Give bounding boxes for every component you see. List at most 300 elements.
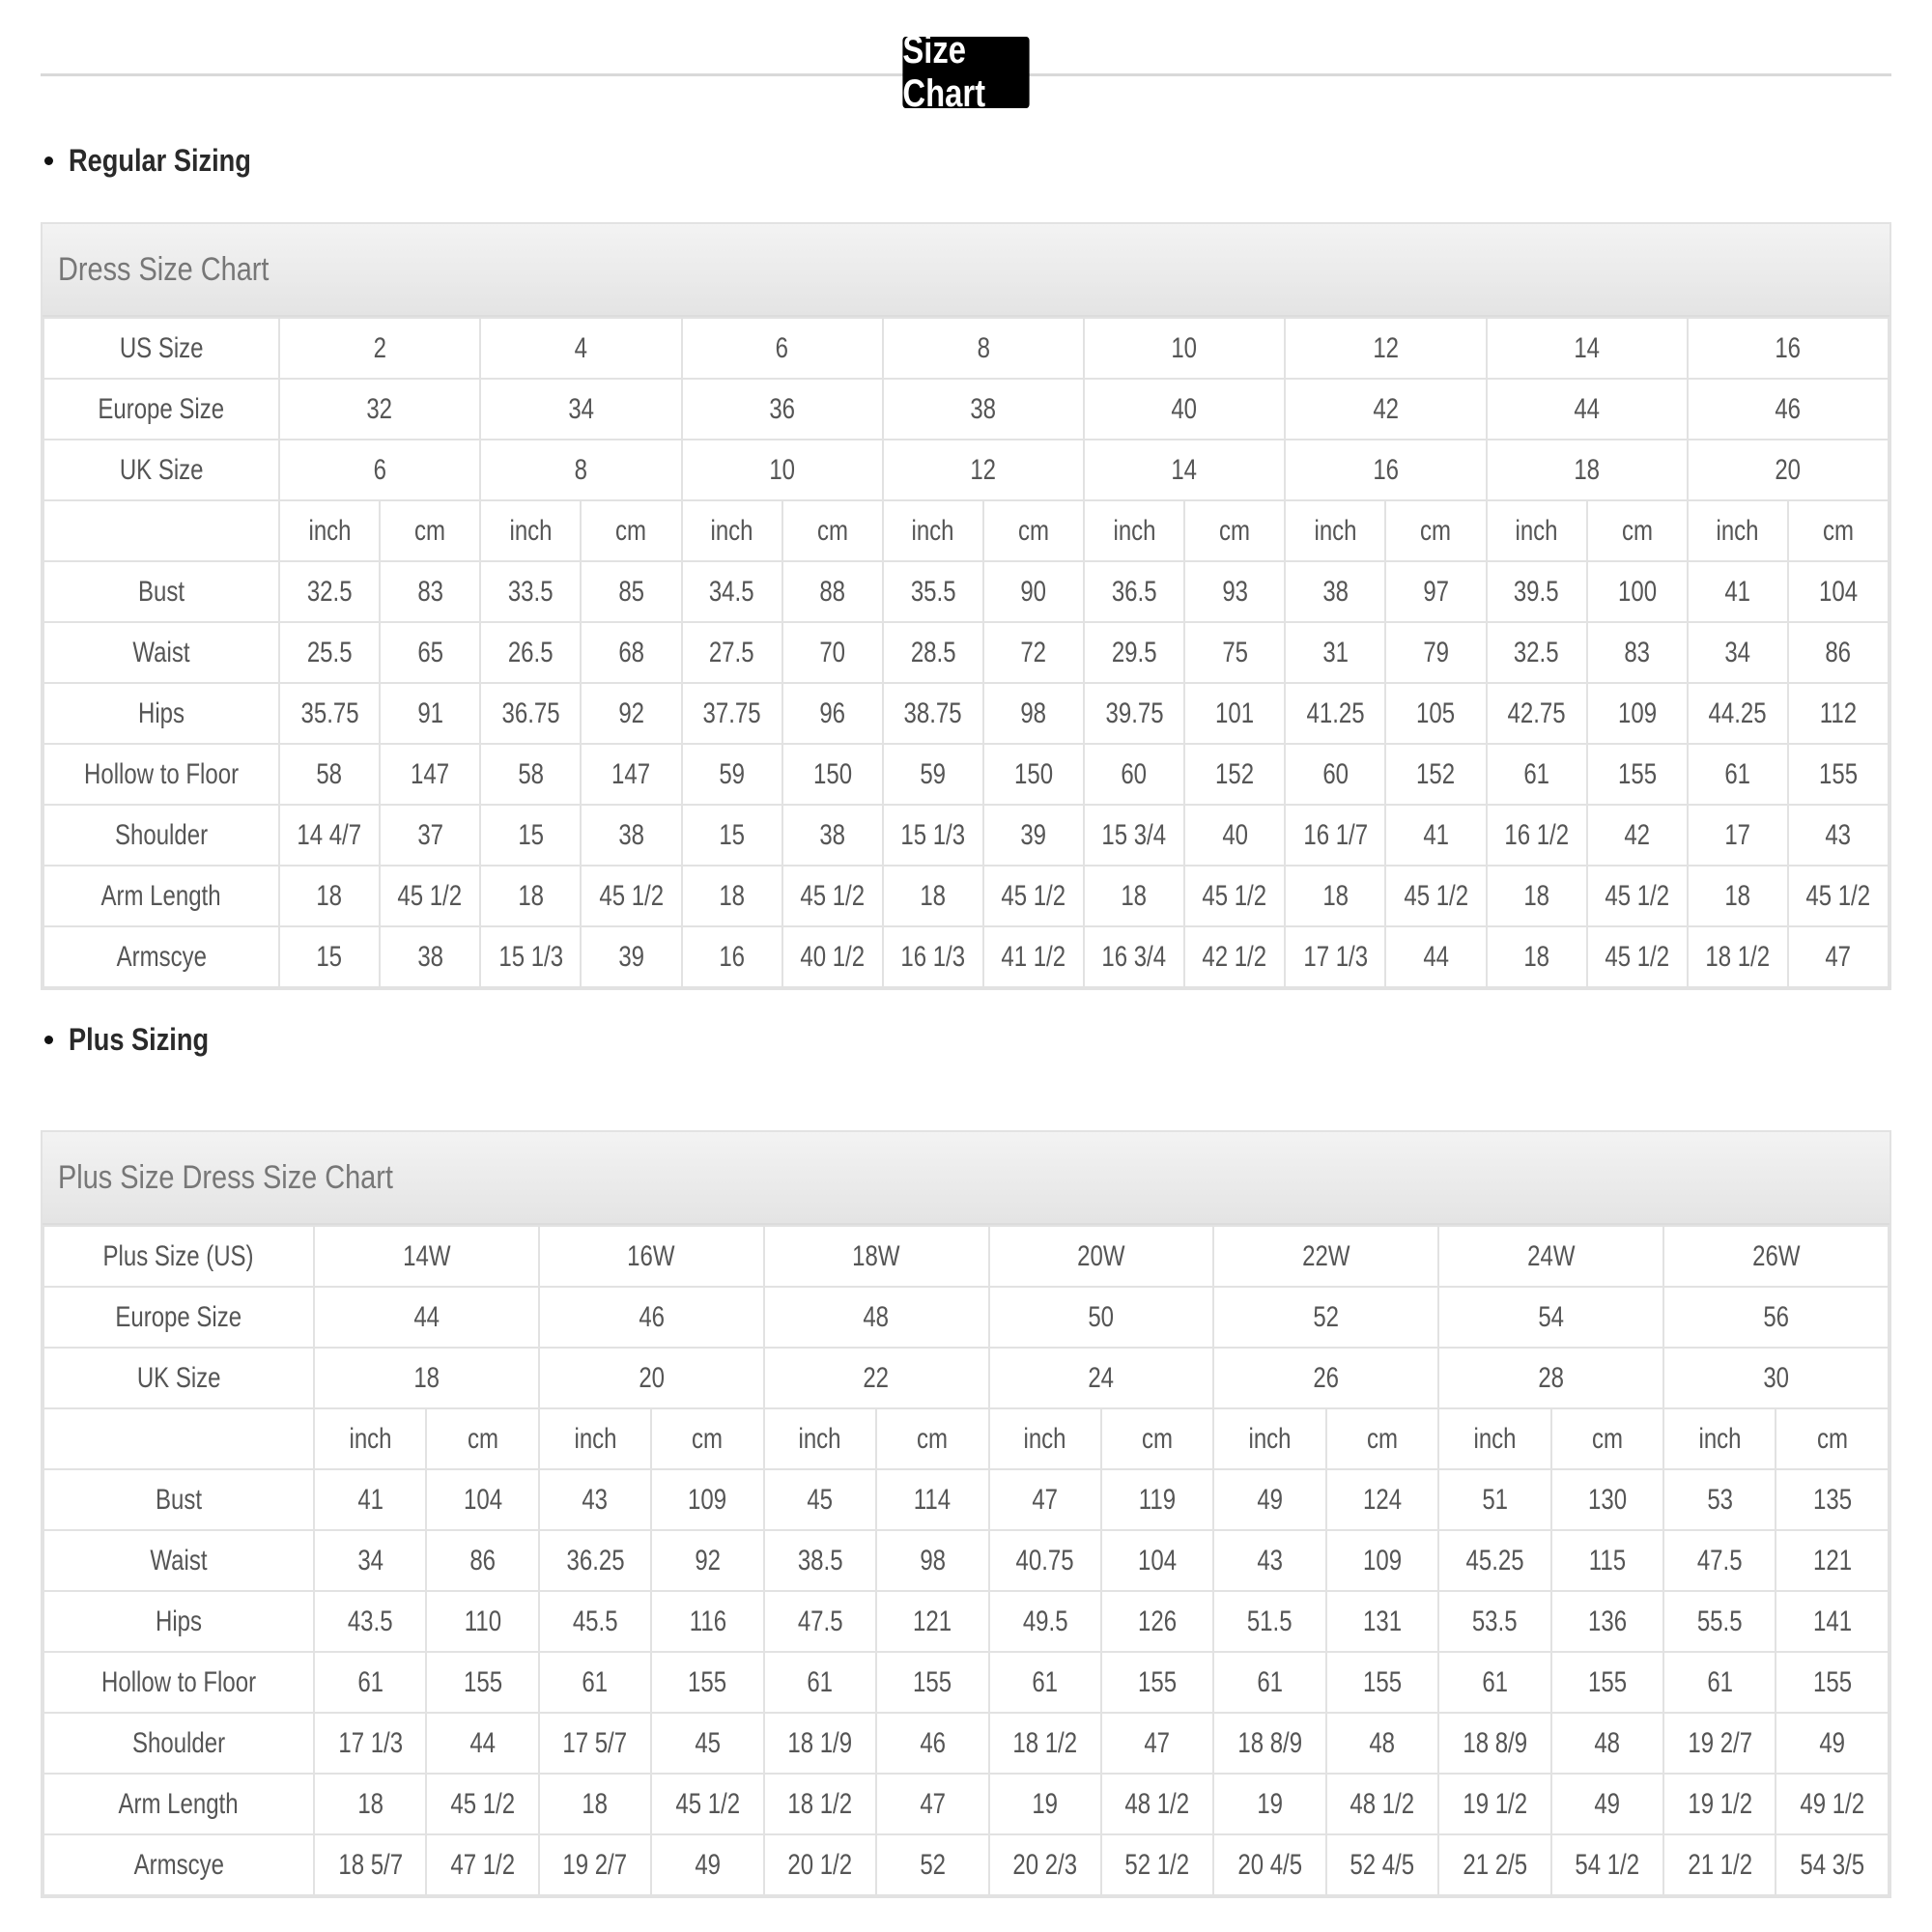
value-cell-text: 18: [1121, 879, 1148, 912]
value-cell: [426, 1713, 538, 1774]
value-cell: [1776, 1774, 1889, 1834]
value-cell-text: 33.5: [507, 575, 554, 608]
value-cell: [1663, 1713, 1776, 1774]
value-cell: [764, 1713, 876, 1774]
value-cell-text: 47: [1032, 1483, 1059, 1516]
value-cell-text: 15 1/3: [900, 818, 966, 851]
section-heading-regular: [44, 143, 283, 179]
size-cell-text: 40: [1171, 392, 1198, 425]
size-cell-text: 16: [1775, 331, 1802, 364]
unit-inch-text: inch: [1314, 514, 1357, 547]
value-cell-text: 60: [1321, 757, 1349, 790]
value-cell-text: 45 1/2: [450, 1787, 516, 1820]
value-cell: [1285, 561, 1385, 622]
value-cell-text: 147: [611, 757, 651, 790]
row-label-text: Plus Size (US): [102, 1239, 255, 1272]
value-cell: [1487, 683, 1587, 744]
value-cell-text: 104: [1138, 1544, 1178, 1577]
value-cell: [1084, 866, 1184, 926]
plus-size-chart-panel: [41, 1130, 1891, 1898]
value-cell-text: 83: [416, 575, 443, 608]
value-cell: [1587, 622, 1688, 683]
value-cell: [380, 926, 480, 987]
size-cell-text: 14: [1574, 331, 1600, 364]
size-cell: [989, 1226, 1214, 1287]
size-cell: [989, 1348, 1214, 1408]
unit-cm-text: cm: [615, 514, 647, 547]
value-cell-text: 152: [1416, 757, 1456, 790]
value-cell: [426, 1774, 538, 1834]
value-cell-text: 41: [1423, 818, 1449, 851]
size-cell-text: 2: [373, 331, 386, 364]
value-cell-text: 135: [1812, 1483, 1852, 1516]
value-cell-text: 19: [1257, 1787, 1283, 1820]
value-cell: [1688, 622, 1788, 683]
size-cell-text: 50: [1088, 1300, 1115, 1333]
value-cell-text: 32.5: [306, 575, 353, 608]
value-cell: [989, 1530, 1101, 1591]
value-cell-text: 18: [517, 879, 544, 912]
value-cell-text: 101: [1215, 696, 1255, 729]
value-cell-text: 68: [618, 636, 644, 668]
size-cell-text: 12: [1373, 331, 1399, 364]
value-cell: [1487, 926, 1587, 987]
value-cell: [989, 1834, 1101, 1895]
value-cell-text: 18 1/2: [1705, 940, 1771, 973]
unit-cm-text: cm: [1367, 1422, 1398, 1455]
value-cell-text: 79: [1423, 636, 1449, 668]
row-label: [43, 1713, 314, 1774]
value-cell: [1788, 561, 1889, 622]
value-cell-text: 18: [719, 879, 745, 912]
size-cell: [1285, 318, 1486, 379]
unit-inch-text: inch: [509, 514, 553, 547]
unit-cm-text: cm: [1420, 514, 1452, 547]
row-label-text: Europe Size: [98, 392, 225, 425]
size-cell-text: 30: [1763, 1361, 1789, 1394]
value-cell-text: 38: [416, 940, 443, 973]
value-cell: [1285, 926, 1385, 987]
value-cell: [883, 866, 983, 926]
value-cell: [764, 1834, 876, 1895]
value-cell: [876, 1591, 988, 1652]
value-cell: [539, 1713, 651, 1774]
unit-cm: [1184, 500, 1285, 561]
value-cell-text: 36.25: [566, 1544, 625, 1577]
value-cell: [426, 1834, 538, 1895]
value-cell: [1788, 926, 1889, 987]
value-cell: [1551, 1469, 1663, 1530]
value-cell-text: 93: [1221, 575, 1248, 608]
unit-cm-text: cm: [1219, 514, 1251, 547]
value-cell: [782, 926, 883, 987]
value-cell-text: 47: [919, 1787, 946, 1820]
size-cell-text: 10: [1171, 331, 1198, 364]
value-cell-text: 20 1/2: [787, 1848, 853, 1881]
table-title: Plus Size Dress Size Chart: [43, 1132, 1889, 1225]
row-label-text: UK Size: [119, 453, 204, 486]
value-cell: [279, 622, 380, 683]
value-cell: [314, 1469, 426, 1530]
value-cell-text: 47.5: [797, 1605, 843, 1637]
value-cell: [1101, 1652, 1213, 1713]
value-cell: [989, 1469, 1101, 1530]
value-cell: [651, 1834, 763, 1895]
size-cell: [480, 379, 681, 440]
value-cell-text: 48: [1369, 1726, 1396, 1759]
value-cell-text: 45 1/2: [599, 879, 664, 912]
value-cell: [1788, 866, 1889, 926]
value-cell: [380, 561, 480, 622]
value-cell-text: 114: [914, 1483, 952, 1516]
size-cell-text: 34: [568, 392, 594, 425]
size-cell: [883, 318, 1084, 379]
value-cell: [1663, 1469, 1776, 1530]
unit-cm: [782, 500, 883, 561]
unit-inch: [682, 500, 782, 561]
unit-cm-text: cm: [1017, 514, 1049, 547]
value-cell-text: 38: [618, 818, 644, 851]
value-cell: [883, 744, 983, 805]
value-cell-text: 43: [582, 1483, 609, 1516]
value-cell-text: 96: [819, 696, 846, 729]
section-heading-text: Plus Sizing: [69, 1022, 210, 1057]
value-cell: [1084, 561, 1184, 622]
blank-cell: [43, 1408, 314, 1469]
size-cell-text: 36: [769, 392, 795, 425]
value-cell: [983, 561, 1084, 622]
value-cell-text: 59: [920, 757, 947, 790]
unit-cm-text: cm: [1822, 514, 1854, 547]
value-cell-text: 49: [1257, 1483, 1283, 1516]
value-cell-text: 37: [416, 818, 443, 851]
value-cell-text: 112: [1819, 696, 1858, 729]
value-cell: [279, 683, 380, 744]
value-cell-text: 98: [1020, 696, 1047, 729]
value-cell-text: 61: [1523, 757, 1549, 790]
value-cell-text: 121: [1812, 1544, 1852, 1577]
value-cell-text: 17 1/3: [1302, 940, 1368, 973]
unit-inch-text: inch: [710, 514, 753, 547]
row-label: [43, 1287, 314, 1348]
size-cell: [1663, 1226, 1889, 1287]
value-cell-text: 19 2/7: [562, 1848, 628, 1881]
value-cell: [1326, 1530, 1438, 1591]
value-cell-text: 88: [819, 575, 846, 608]
value-cell-text: 100: [1617, 575, 1657, 608]
value-cell: [682, 561, 782, 622]
row-label: [43, 1530, 314, 1591]
value-cell: [651, 1591, 763, 1652]
table-row: [43, 1774, 1889, 1834]
value-cell: [983, 866, 1084, 926]
unit-inch-text: inch: [308, 514, 352, 547]
value-cell: [1101, 1469, 1213, 1530]
value-cell-text: 130: [1587, 1483, 1627, 1516]
unit-cm: [1776, 1408, 1889, 1469]
value-cell: [1663, 1774, 1776, 1834]
value-cell-text: 15: [316, 940, 343, 973]
value-cell: [1385, 926, 1486, 987]
value-cell-text: 42: [1624, 818, 1651, 851]
unit-inch: [1213, 1408, 1325, 1469]
value-cell-text: 52 4/5: [1350, 1848, 1415, 1881]
value-cell-text: 20 4/5: [1237, 1848, 1302, 1881]
value-cell-text: 34: [356, 1544, 384, 1577]
table-row: [43, 318, 1889, 379]
value-cell: [1776, 1713, 1889, 1774]
size-cell: [1438, 1348, 1663, 1408]
table-row: [43, 1713, 1889, 1774]
value-cell-text: 155: [1138, 1665, 1178, 1698]
value-cell-text: 18: [316, 879, 343, 912]
table-row: [43, 926, 1889, 987]
value-cell: [1551, 1530, 1663, 1591]
size-cell-text: 46: [638, 1300, 665, 1333]
value-cell: [651, 1469, 763, 1530]
value-cell: [876, 1652, 988, 1713]
size-cell: [1663, 1287, 1889, 1348]
row-label-text: Hollow to Floor: [83, 757, 240, 790]
value-cell: [314, 1774, 426, 1834]
value-cell: [1101, 1834, 1213, 1895]
unit-inch: [314, 1408, 426, 1469]
value-cell-text: 16 1/7: [1302, 818, 1368, 851]
value-cell: [480, 866, 581, 926]
value-cell: [480, 561, 581, 622]
plus-size-table: [43, 1225, 1889, 1896]
value-cell-text: 38.5: [797, 1544, 843, 1577]
value-cell: [651, 1530, 763, 1591]
size-cell-text: 48: [863, 1300, 890, 1333]
value-cell-text: 15: [517, 818, 544, 851]
unit-cm-text: cm: [816, 514, 848, 547]
size-cell: [764, 1226, 989, 1287]
value-cell-text: 19 1/2: [1687, 1787, 1752, 1820]
value-cell: [1663, 1834, 1776, 1895]
value-cell-text: 38.75: [903, 696, 962, 729]
value-cell-text: 119: [1139, 1483, 1177, 1516]
value-cell-text: 17 5/7: [562, 1726, 628, 1759]
blank-cell: [43, 500, 279, 561]
row-label-text: Armscye: [116, 940, 207, 973]
value-cell: [1084, 926, 1184, 987]
value-cell: [1788, 744, 1889, 805]
value-cell-text: 17: [1724, 818, 1751, 851]
unit-inch-text: inch: [911, 514, 954, 547]
value-cell-text: 116: [689, 1605, 726, 1637]
row-label-text: Arm Length: [100, 879, 222, 912]
size-cell: [1438, 1226, 1663, 1287]
value-cell-text: 18 5/7: [337, 1848, 403, 1881]
value-cell: [876, 1774, 988, 1834]
value-cell-text: 45.5: [572, 1605, 618, 1637]
unit-inch: [1487, 500, 1587, 561]
size-cell-text: 16: [1373, 453, 1399, 486]
value-cell-text: 36.75: [501, 696, 560, 729]
value-cell-text: 18: [1724, 879, 1751, 912]
value-cell-text: 46: [919, 1726, 946, 1759]
value-cell-text: 40: [1221, 818, 1248, 851]
size-cell: [1084, 318, 1285, 379]
value-cell-text: 18 8/9: [1237, 1726, 1302, 1759]
value-cell-text: 83: [1624, 636, 1651, 668]
value-cell: [1285, 805, 1385, 866]
value-cell-text: 98: [919, 1544, 946, 1577]
unit-cm: [983, 500, 1084, 561]
value-cell-text: 61: [1706, 1665, 1733, 1698]
value-cell-text: 58: [316, 757, 343, 790]
value-cell-text: 53.5: [1472, 1605, 1518, 1637]
value-cell-text: 41.25: [1306, 696, 1365, 729]
value-cell: [1487, 805, 1587, 866]
value-cell: [1438, 1713, 1550, 1774]
value-cell: [1587, 744, 1688, 805]
value-cell: [764, 1530, 876, 1591]
value-cell: [1487, 744, 1587, 805]
value-cell-text: 147: [411, 757, 450, 790]
value-cell-text: 18: [582, 1787, 609, 1820]
unit-cm-text: cm: [1591, 1422, 1623, 1455]
row-label: [43, 1774, 314, 1834]
value-cell: [480, 926, 581, 987]
size-cell: [1213, 1226, 1438, 1287]
value-cell-text: 38: [1321, 575, 1349, 608]
value-cell: [1084, 622, 1184, 683]
unit-inch-text: inch: [1698, 1422, 1742, 1455]
size-cell-text: 14W: [402, 1239, 451, 1272]
value-cell: [983, 622, 1084, 683]
value-cell-text: 54 3/5: [1800, 1848, 1865, 1881]
value-cell: [1487, 561, 1587, 622]
size-cell: [480, 318, 681, 379]
value-cell: [1184, 926, 1285, 987]
table-row: [43, 1226, 1889, 1287]
unit-inch-text: inch: [1023, 1422, 1066, 1455]
value-cell: [782, 805, 883, 866]
value-cell-text: 42.75: [1507, 696, 1566, 729]
value-cell-text: 150: [1013, 757, 1053, 790]
size-cell: [1688, 379, 1889, 440]
title-bar: [41, 29, 1891, 115]
unit-cm-text: cm: [467, 1422, 498, 1455]
value-cell: [989, 1591, 1101, 1652]
value-cell-text: 16 1/2: [1504, 818, 1569, 851]
value-cell: [426, 1652, 538, 1713]
value-cell: [983, 744, 1084, 805]
value-cell-text: 48 1/2: [1350, 1787, 1415, 1820]
value-cell-text: 18: [920, 879, 947, 912]
value-cell: [1788, 622, 1889, 683]
value-cell: [1285, 683, 1385, 744]
bullet-icon: [44, 156, 53, 165]
unit-inch-text: inch: [1716, 514, 1759, 547]
unit-cm: [876, 1408, 988, 1469]
size-cell-text: 54: [1538, 1300, 1564, 1333]
value-cell-text: 51: [1482, 1483, 1508, 1516]
value-cell-text: 60: [1121, 757, 1148, 790]
value-cell: [883, 622, 983, 683]
value-cell-text: 43: [1825, 818, 1852, 851]
size-cell: [314, 1348, 539, 1408]
value-cell-text: 49.5: [1022, 1605, 1068, 1637]
unit-inch: [989, 1408, 1101, 1469]
value-cell-text: 18: [356, 1787, 384, 1820]
value-cell-text: 36.5: [1111, 575, 1157, 608]
unit-inch: [1688, 500, 1788, 561]
value-cell: [539, 1591, 651, 1652]
value-cell: [1101, 1713, 1213, 1774]
row-label-text: Shoulder: [114, 818, 209, 851]
value-cell-text: 47: [1144, 1726, 1171, 1759]
value-cell-text: 16 3/4: [1101, 940, 1167, 973]
value-cell-text: 45 1/2: [1605, 940, 1670, 973]
value-cell: [539, 1652, 651, 1713]
value-cell-text: 75: [1221, 636, 1248, 668]
value-cell-text: 155: [463, 1665, 502, 1698]
value-cell: [1385, 744, 1486, 805]
size-cell-text: 20: [1775, 453, 1802, 486]
unit-cm-text: cm: [917, 1422, 949, 1455]
size-cell: [682, 318, 883, 379]
value-cell-text: 51.5: [1247, 1605, 1293, 1637]
row-label-text: Bust: [137, 575, 185, 608]
table-title: Dress Size Chart: [43, 224, 1889, 317]
value-cell-text: 52: [919, 1848, 946, 1881]
size-cell-text: 18W: [852, 1239, 900, 1272]
value-cell: [883, 683, 983, 744]
value-cell-text: 18 1/2: [1012, 1726, 1078, 1759]
value-cell: [279, 805, 380, 866]
value-cell-text: 35.5: [910, 575, 956, 608]
value-cell-text: 16: [719, 940, 745, 973]
value-cell: [651, 1774, 763, 1834]
unit-inch: [279, 500, 380, 561]
value-cell: [1084, 744, 1184, 805]
unit-cm-text: cm: [1142, 1422, 1174, 1455]
value-cell-text: 97: [1423, 575, 1449, 608]
size-cell: [989, 1287, 1214, 1348]
value-cell-text: 155: [1818, 757, 1858, 790]
value-cell-text: 27.5: [709, 636, 754, 668]
size-cell-text: 4: [574, 331, 588, 364]
value-cell: [539, 1834, 651, 1895]
value-cell: [883, 926, 983, 987]
unit-cm: [581, 500, 681, 561]
unit-inch: [1285, 500, 1385, 561]
value-cell-text: 58: [517, 757, 544, 790]
value-cell: [314, 1530, 426, 1591]
value-cell-text: 34: [1724, 636, 1751, 668]
size-cell-text: 24: [1088, 1361, 1115, 1394]
unit-cm: [1385, 500, 1486, 561]
size-cell: [1487, 318, 1688, 379]
value-cell-text: 131: [1362, 1605, 1403, 1637]
unit-row: [43, 1408, 1889, 1469]
size-cell-text: 56: [1763, 1300, 1789, 1333]
value-cell-text: 49 1/2: [1800, 1787, 1865, 1820]
unit-cm: [651, 1408, 763, 1469]
size-cell: [1084, 440, 1285, 500]
table-row: [43, 379, 1889, 440]
value-cell: [1688, 744, 1788, 805]
value-cell-text: 110: [464, 1605, 501, 1637]
value-cell-text: 65: [416, 636, 443, 668]
size-cell-text: 6: [775, 331, 789, 364]
value-cell-text: 44: [469, 1726, 496, 1759]
value-cell-text: 105: [1416, 696, 1456, 729]
unit-cm-text: cm: [414, 514, 446, 547]
